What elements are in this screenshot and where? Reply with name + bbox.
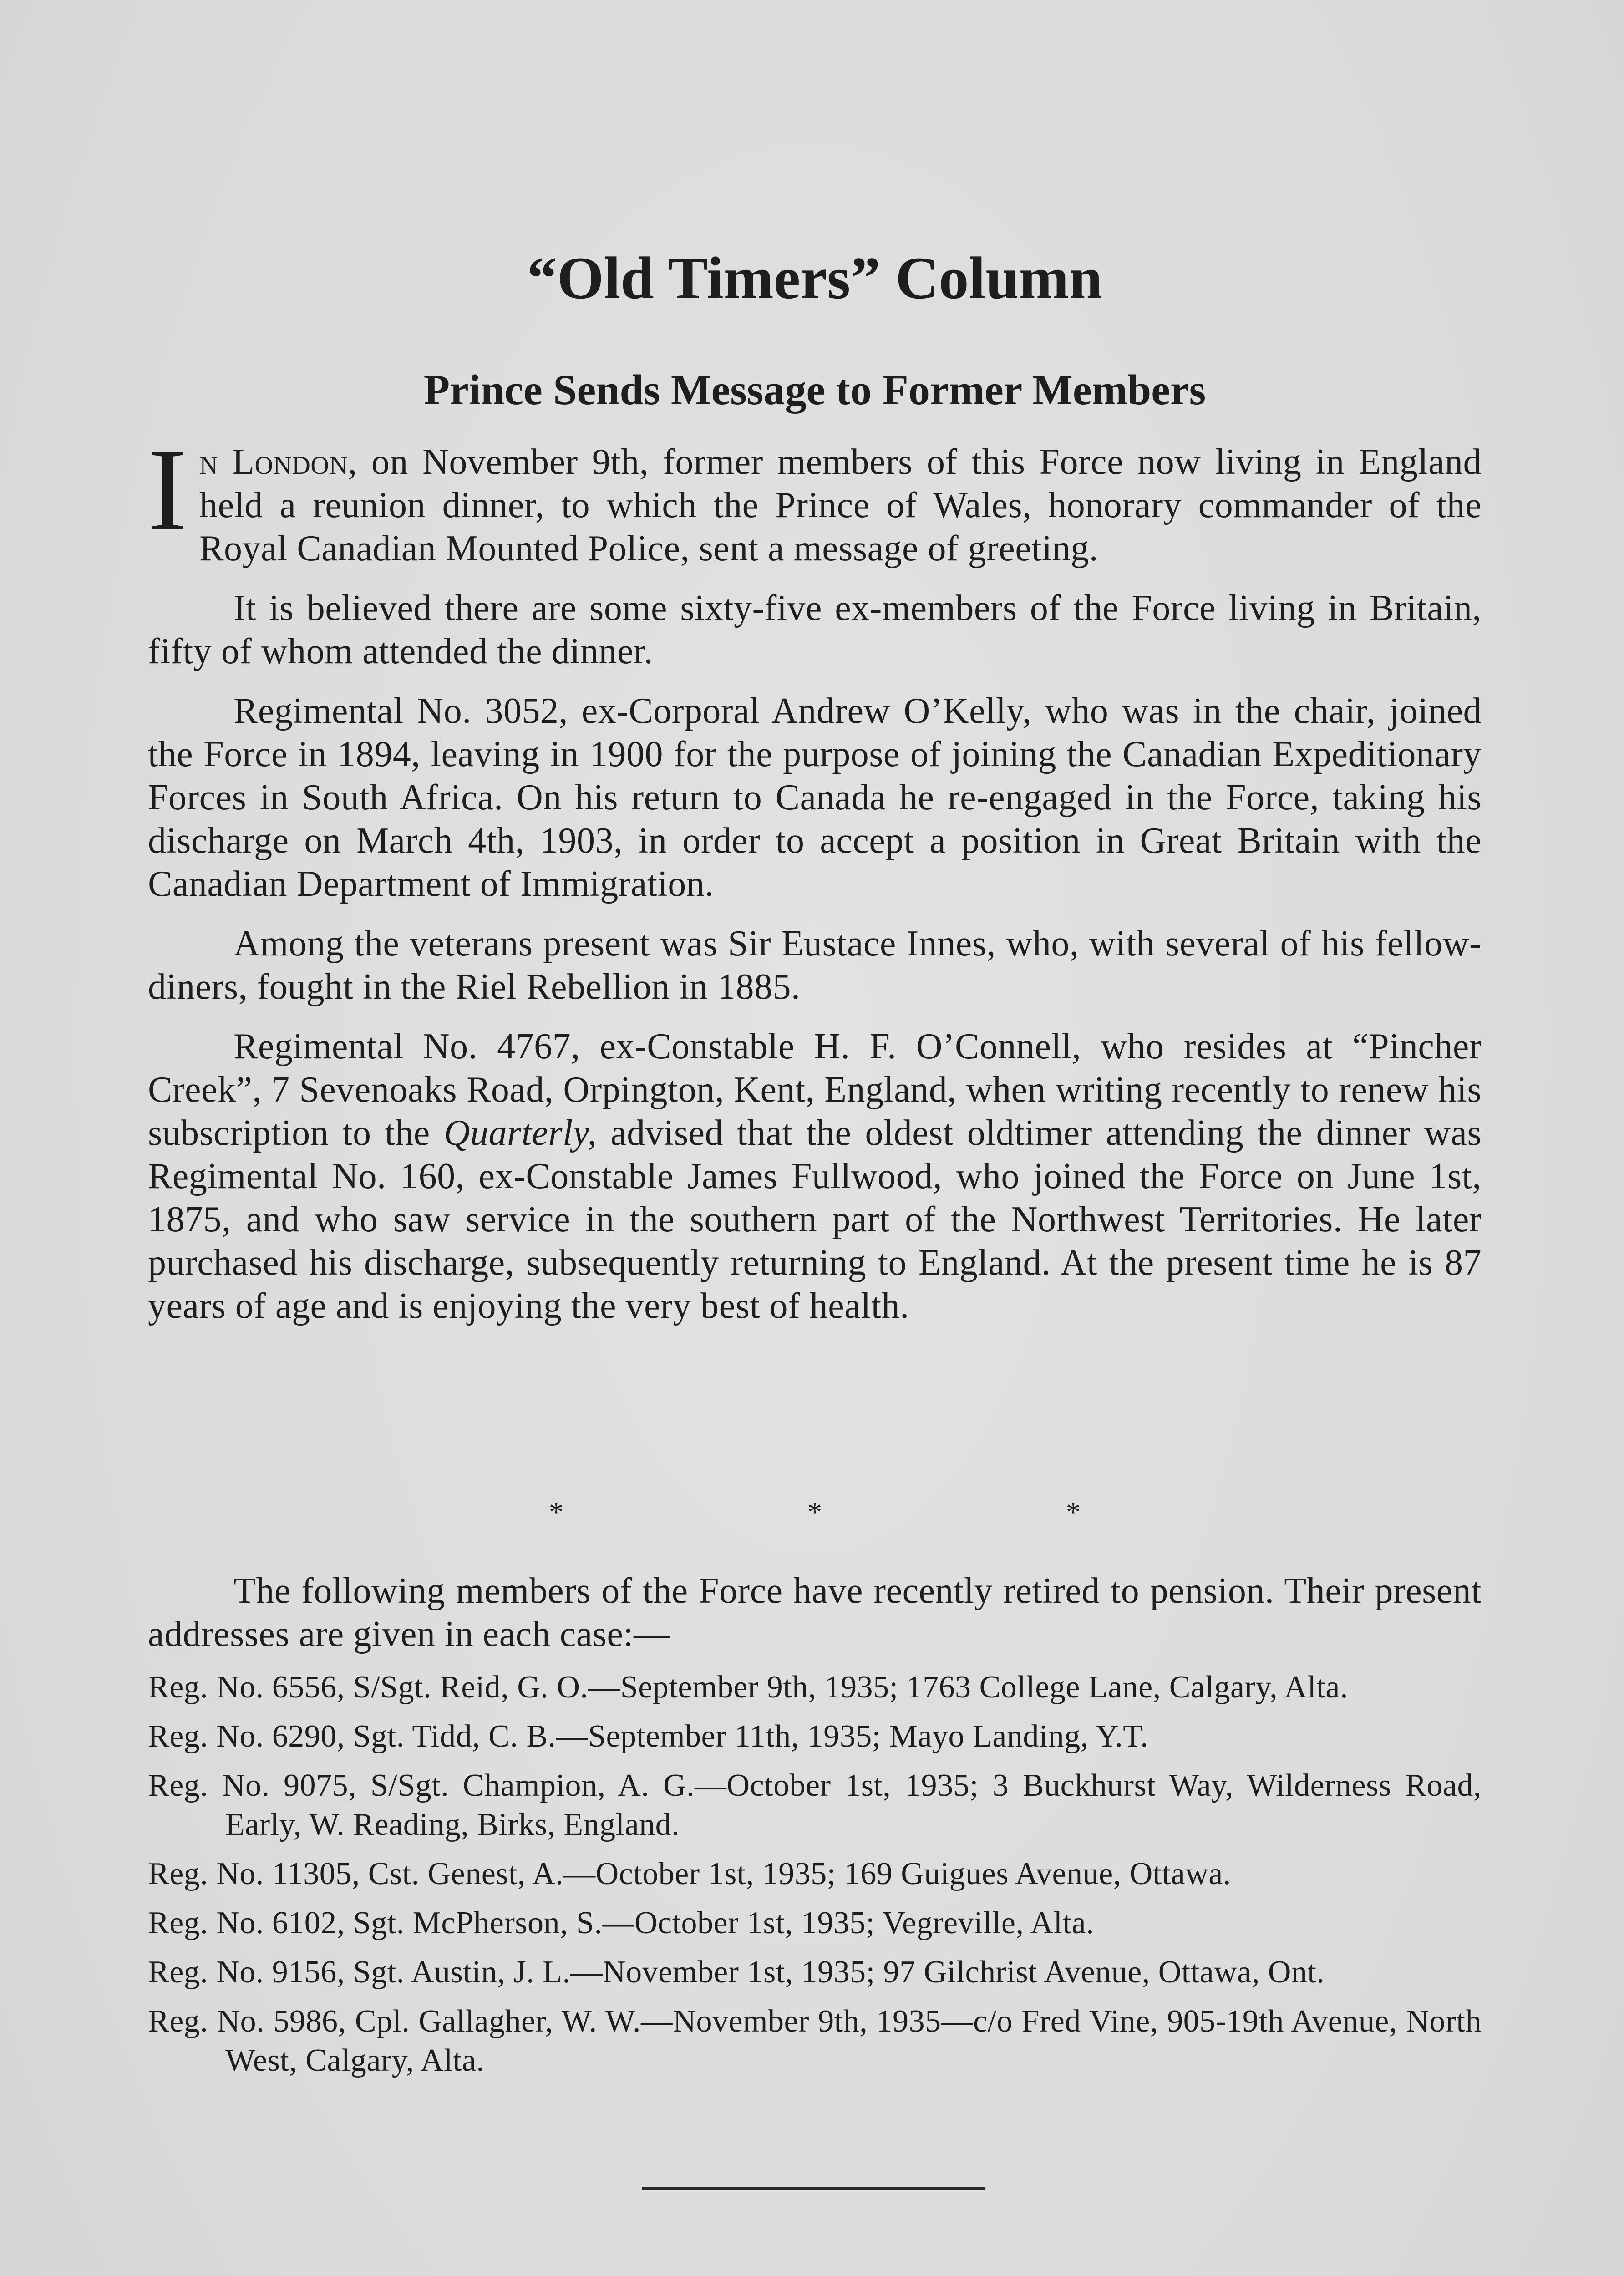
- pension-entry: Reg. No. 6556, S/Sgt. Reid, G. O.—September 9th, 1935; 1763 College Lane, Calgary, Alta.: [148, 1670, 1348, 1705]
- pension-entry: Reg. No. 9075, S/Sgt. Champion, A. G.—October 1st, 1935; 3 Buckhurst Way, Wilderness Road, Early, W. Reading, Birks, England.: [148, 1768, 1482, 1842]
- quarterly-title: Quarterly,: [443, 1113, 597, 1153]
- pension-entry: Reg. No. 9156, Sgt. Austin, J. L.—November 1st, 1935; 97 Gilchrist Avenue, Ottawa, Ont.: [148, 1955, 1325, 1990]
- article-headline: Prince Sends Message to Former Members: [423, 366, 1206, 414]
- oconnell-text-after: advised that the oldest oldtimer attending the dinner was Regimental No. 160, ex-Constable James Fullwood, who joined the Force on June 1st, 1875, and who saw service in the southern part of the Northwest Territories. He later purchased his discharge, subsequently returning to England. At the present time he is 87 years of age and is enjoying the very best of health.: [148, 1113, 1482, 1326]
- pension-intro: The following members of the Force have recently retired to pension. Their present addresses are given in each case:—: [148, 1571, 1482, 1654]
- lead-paragraph: [148, 424, 1482, 570]
- pension-entry: Reg. No. 6102, Sgt. McPherson, S.—October 1st, 1935; Vegreville, Alta.: [148, 1905, 1095, 1941]
- section-separator: * * *: [549, 1496, 1199, 1528]
- pension-entry: Reg. No. 6290, Sgt. Tidd, C. B.—September 11th, 1935; Mayo Landing, Y.T.: [148, 1719, 1149, 1754]
- oconnell-text-before: Regimental No. 4767, ex-Constable H. F. O’Connell, who resides at “Pincher Creek”, 7 Sevenoaks Road, Orpington, Kent, England, when writing recently to renew his subscription to the: [148, 1026, 1482, 1153]
- paragraph-okelly: Regimental No. 3052, ex-Corporal Andrew O’Kelly, who was in the chair, joined the Force in 1894, leaving in 1900 for the purpose of joining the Canadian Expeditionary Forces in South Africa. On his return to Canada he re-engaged in the Force, taking his discharge on March 4th, 1903, in order to accept a position in Great Britain with the Canadian Department of Immigration.: [148, 691, 1482, 904]
- pension-entry: Reg. No. 5986, Cpl. Gallagher, W. W.—November 9th, 1935—c/o Fred Vine, 905-19th Avenue, North West, Calgary, Alta.: [148, 2004, 1482, 2078]
- horizontal-rule: [642, 2187, 985, 2190]
- lead-smallcaps: n London,: [199, 442, 357, 482]
- pension-section: [148, 1570, 1482, 2090]
- paragraph-oconnell: [148, 1025, 1482, 1328]
- article-body: [148, 424, 1482, 1344]
- paragraph-ex-members: It is believed there are some sixty-five ex-members of the Force living in Britain, fifty of whom attended the dinner.: [148, 588, 1482, 671]
- drop-cap: I: [148, 424, 188, 555]
- page-title: “Old Timers” Column: [527, 244, 1102, 311]
- pension-entry: Reg. No. 11305, Cst. Genest, A.—October 1st, 1935; 169 Guigues Avenue, Ottawa.: [148, 1856, 1231, 1891]
- paragraph-veterans: Among the veterans present was Sir Eustace Innes, who, with several of his fellow-diners, fought in the Riel Rebellion in 1885.: [148, 924, 1482, 1007]
- pension-list: [148, 1668, 1482, 2080]
- lead-text: on November 9th, former members of this Force now living in England held a reunion dinner, to which the Prince of Wales, honorary commander of the Royal Canadian Mounted Police, sent a message of greeting.: [199, 442, 1482, 569]
